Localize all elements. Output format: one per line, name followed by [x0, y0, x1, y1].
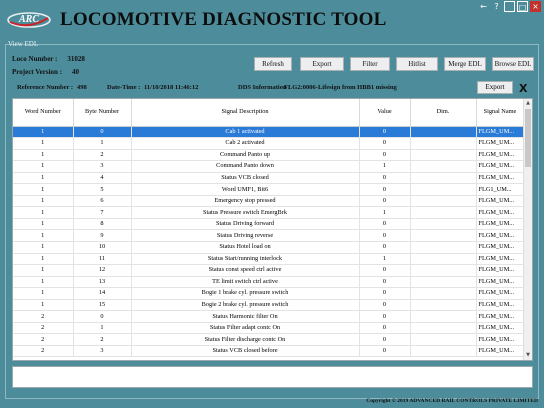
filter-button[interactable]: Filter: [350, 57, 390, 71]
table-cell: 0: [73, 311, 131, 323]
loco-number: [12, 55, 85, 63]
column-header[interactable]: Dim.: [410, 99, 476, 126]
table-cell: 1: [73, 322, 131, 334]
table-cell: 0: [359, 288, 410, 300]
logo-text: ARC: [18, 14, 40, 25]
table-row[interactable]: [13, 345, 524, 357]
table-cell: FLGM_UM...: [476, 288, 524, 300]
table-cell: 5: [73, 184, 131, 196]
table-cell: 3: [73, 161, 131, 173]
back-icon[interactable]: ←: [480, 2, 487, 11]
table-cell: 12: [73, 265, 131, 277]
browse-edl-button[interactable]: Browse EDL: [492, 57, 534, 71]
info-bar: [12, 83, 532, 95]
table-header-row: [13, 99, 524, 126]
table-cell: 0: [359, 345, 410, 357]
project-version: [12, 68, 79, 76]
table-cell: 0: [359, 322, 410, 334]
dds-information-label: DDS Information :: [238, 84, 291, 91]
table-cell: 15: [73, 299, 131, 311]
edl-table: [13, 99, 525, 357]
table-cell: 0: [359, 311, 410, 323]
table-cell: 10: [73, 241, 131, 253]
table-row[interactable]: [13, 253, 524, 265]
table-row[interactable]: [13, 195, 524, 207]
table-cell: 0: [73, 126, 131, 138]
table-cell: 0: [359, 184, 410, 196]
table-cell: 14: [73, 288, 131, 300]
table-cell: 1: [13, 207, 73, 219]
table-cell: 1: [13, 161, 73, 173]
table-row[interactable]: [13, 172, 524, 184]
table-row[interactable]: [13, 276, 524, 288]
table-cell: [410, 218, 476, 230]
refresh-button[interactable]: Refresh: [254, 57, 292, 71]
table-cell: [410, 149, 476, 161]
table-cell: 0: [359, 230, 410, 242]
table-cell: 0: [359, 276, 410, 288]
table-cell: [410, 126, 476, 138]
table-cell: 1: [359, 207, 410, 219]
table-row[interactable]: [13, 265, 524, 277]
table-cell: Emergency stop pressed: [131, 195, 359, 207]
reference-number-value: 498: [77, 84, 87, 91]
vertical-scrollbar[interactable]: [523, 99, 532, 360]
table-cell: 1: [13, 230, 73, 242]
table-cell: 9: [73, 230, 131, 242]
help-icon[interactable]: ?: [494, 2, 499, 11]
window-controls: [478, 1, 541, 12]
table-row[interactable]: [13, 230, 524, 242]
table-cell: FLG1_UM...: [476, 184, 524, 196]
table-cell: 0: [359, 149, 410, 161]
maximize-button[interactable]: □: [518, 3, 527, 12]
table-cell: 2: [13, 334, 73, 346]
table-cell: FLGM_UM...: [476, 149, 524, 161]
table-cell: 1: [13, 218, 73, 230]
export-button[interactable]: Export: [300, 57, 344, 71]
table-row[interactable]: [13, 149, 524, 161]
table-cell: Command Panto down: [131, 161, 359, 173]
column-header[interactable]: Signal Name: [476, 99, 524, 126]
table-row[interactable]: [13, 288, 524, 300]
table-row[interactable]: [13, 184, 524, 196]
table-cell: 1: [13, 172, 73, 184]
scrollbar-thumb[interactable]: [525, 109, 531, 167]
table-cell: FLGM_UM...: [476, 345, 524, 357]
table-cell: 2: [13, 345, 73, 357]
copyright-text: Copyright © 2019 ADVANCED RAIL CONTROLS PRIVATE LIMITED: [366, 398, 538, 404]
project-version-value: 40: [72, 68, 80, 76]
title-bar: [0, 0, 544, 36]
table-cell: [410, 230, 476, 242]
loco-number-value: 31028: [67, 55, 85, 63]
column-header[interactable]: Signal Description: [131, 99, 359, 126]
table-cell: Status Pressure switch EmergBrk: [131, 207, 359, 219]
table-row[interactable]: [13, 126, 524, 138]
table-cell: [410, 207, 476, 219]
table-cell: 1: [359, 253, 410, 265]
loco-number-label: Loco Number :: [12, 55, 58, 63]
table-cell: [410, 311, 476, 323]
table-row[interactable]: [13, 334, 524, 346]
table-cell: FLGM_UM...: [476, 276, 524, 288]
table-cell: [410, 276, 476, 288]
table-cell: [410, 172, 476, 184]
table-cell: 0: [359, 138, 410, 150]
table-row[interactable]: [13, 207, 524, 219]
table-cell: FLGM_UM...: [476, 230, 524, 242]
table-cell: 2: [73, 334, 131, 346]
table-cell: 1: [359, 161, 410, 173]
table-cell: 1: [13, 184, 73, 196]
table-cell: 2: [13, 322, 73, 334]
table-cell: Bogie 1 brake cyl. pressure switch: [131, 288, 359, 300]
table-cell: [410, 334, 476, 346]
table-cell: [410, 184, 476, 196]
table-cell: Cab 1 activated: [131, 126, 359, 138]
table-cell: 2: [13, 311, 73, 323]
scroll-down-icon[interactable]: ▼: [526, 352, 530, 358]
table-cell: [410, 161, 476, 173]
table-cell: [410, 138, 476, 150]
table-cell: TE limit switch ctrl active: [131, 276, 359, 288]
table-cell: 3: [73, 345, 131, 357]
minimize-button[interactable]: _: [504, 1, 515, 12]
table-cell: FLGM_UM...: [476, 253, 524, 265]
table-cell: [410, 345, 476, 357]
table-cell: 0: [359, 218, 410, 230]
app-title: LOCOMOTIVE DIAGNOSTIC TOOL: [60, 9, 387, 30]
status-box: [12, 366, 533, 388]
table-cell: 0: [359, 299, 410, 311]
table-cell: 7: [73, 207, 131, 219]
table-cell: 1: [13, 195, 73, 207]
table-cell: 1: [73, 138, 131, 150]
table-cell: 0: [359, 334, 410, 346]
table-cell: [410, 299, 476, 311]
table-cell: FLGM_UM...: [476, 126, 524, 138]
table-cell: Status VCB closed: [131, 172, 359, 184]
table-cell: [410, 265, 476, 277]
table-cell: Status Hotel load on: [131, 241, 359, 253]
table-cell: Status Driving reverse: [131, 230, 359, 242]
date-time-value: 11/10/2018 11:46:12: [144, 84, 199, 91]
table-cell: FLGM_UM...: [476, 241, 524, 253]
table-cell: Bogie 2 brake cyl. pressure switch: [131, 299, 359, 311]
table-cell: 2: [73, 149, 131, 161]
table-cell: FLGM_UM...: [476, 172, 524, 184]
table-cell: 11: [73, 253, 131, 265]
table-cell: 0: [359, 126, 410, 138]
table-cell: [410, 322, 476, 334]
column-header[interactable]: Byte Number: [73, 99, 131, 126]
table-cell: 8: [73, 218, 131, 230]
table-cell: 1: [13, 138, 73, 150]
column-header[interactable]: Word Number: [13, 99, 73, 126]
table-cell: 1: [13, 126, 73, 138]
table-cell: Word UMF1, Bit6: [131, 184, 359, 196]
table-cell: Status Start/running interlock: [131, 253, 359, 265]
project-version-label: Project Version :: [12, 68, 63, 76]
table-cell: 0: [359, 195, 410, 207]
table-cell: 1: [13, 253, 73, 265]
table-cell: 1: [13, 299, 73, 311]
table-cell: 1: [13, 265, 73, 277]
close-button[interactable]: ×: [530, 1, 541, 12]
column-header[interactable]: Value: [359, 99, 410, 126]
hitlist-button[interactable]: Hitlist: [396, 57, 438, 71]
table-cell: Status const speed ctrl active: [131, 265, 359, 277]
close-view-button[interactable]: X: [519, 82, 528, 95]
table-cell: Status VCB closed before: [131, 345, 359, 357]
dds-information-value: FLG2:0006-Lifesign from HBB1 missing: [284, 84, 397, 91]
table-cell: FLGM_UM...: [476, 218, 524, 230]
table-cell: 13: [73, 276, 131, 288]
table-cell: FLGM_UM...: [476, 311, 524, 323]
table-cell: 0: [359, 172, 410, 184]
date-time-label: Date-Time :: [107, 84, 141, 91]
table-cell: Command Panto up: [131, 149, 359, 161]
table-cell: Status Driving forward: [131, 218, 359, 230]
table-cell: 1: [13, 288, 73, 300]
table-cell: FLGM_UM...: [476, 161, 524, 173]
table-row[interactable]: [13, 311, 524, 323]
table-row[interactable]: [13, 241, 524, 253]
table-cell: Status Harmonic filter On: [131, 311, 359, 323]
table-row[interactable]: [13, 299, 524, 311]
table-row[interactable]: [13, 138, 524, 150]
table-row[interactable]: [13, 322, 524, 334]
table-cell: FLGM_UM...: [476, 195, 524, 207]
group-label: View EDL: [8, 40, 39, 48]
table-cell: 1: [13, 241, 73, 253]
table-cell: 1: [13, 149, 73, 161]
scroll-up-icon[interactable]: ▲: [526, 100, 530, 106]
table-cell: 0: [359, 241, 410, 253]
table-cell: FLGM_UM...: [476, 334, 524, 346]
edl-grid[interactable]: [12, 98, 533, 361]
table-cell: FLGM_UM...: [476, 265, 524, 277]
table-cell: Cab 2 activated: [131, 138, 359, 150]
table-cell: Status Filter discharge contc On: [131, 334, 359, 346]
table-cell: [410, 195, 476, 207]
table-cell: FLGM_UM...: [476, 322, 524, 334]
table-row[interactable]: [13, 218, 524, 230]
table-cell: 6: [73, 195, 131, 207]
table-cell: 4: [73, 172, 131, 184]
table-row[interactable]: [13, 161, 524, 173]
reference-number-label: Reference Number :: [17, 84, 74, 91]
table-cell: 1: [13, 276, 73, 288]
table-cell: [410, 241, 476, 253]
export-info-button[interactable]: Export: [477, 81, 513, 94]
table-cell: FLGM_UM...: [476, 138, 524, 150]
merge-edl-button[interactable]: Merge EDL: [444, 57, 486, 71]
table-cell: Status Filter adapt contc On: [131, 322, 359, 334]
table-cell: FLGM_UM...: [476, 299, 524, 311]
table-cell: [410, 253, 476, 265]
table-cell: 0: [359, 265, 410, 277]
table-cell: FLGM_UM...: [476, 207, 524, 219]
company-logo: [6, 8, 52, 30]
table-cell: [410, 288, 476, 300]
